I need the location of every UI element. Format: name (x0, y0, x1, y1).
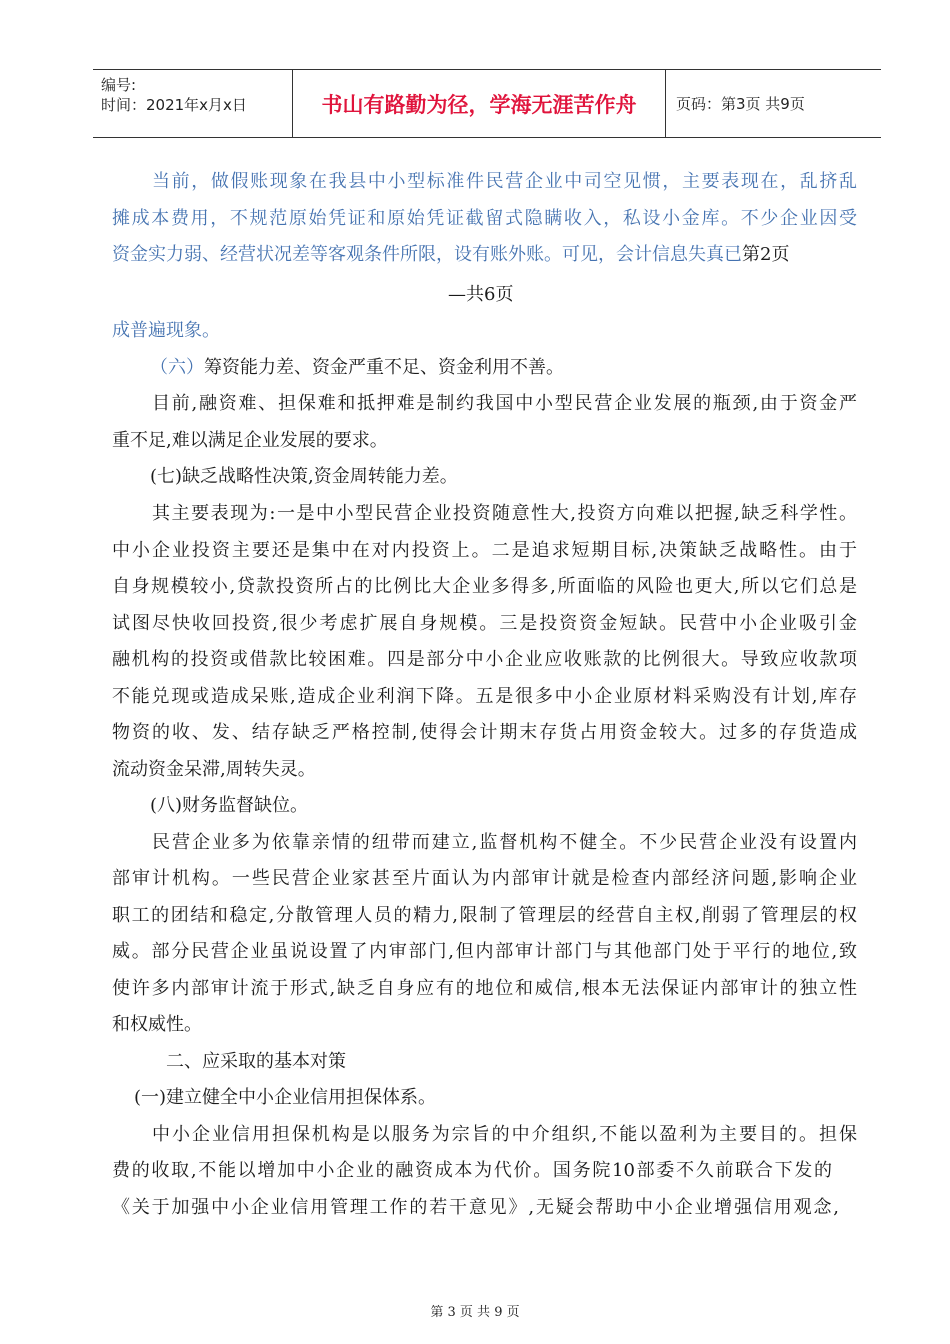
section-number: （六） (150, 357, 204, 378)
paragraph-line: 民营企业多为依靠亲情的纽带而建立,监督机构不健全。不少民营企业没有设置内 (152, 832, 857, 853)
paragraph-line: 融机构的投资或借款比较困难。四是部分中小企业应收账款的比例很大。导致应收款项 (112, 649, 857, 670)
chapter-heading: 二、应采取的基本对策 (166, 1051, 346, 1072)
section-heading-6 (150, 357, 564, 379)
section-heading-7: (七)缺乏战略性决策,资金周转能力差。 (150, 466, 458, 487)
section-heading-1: (一)建立健全中小企业信用担保体系。 (134, 1087, 437, 1108)
paragraph-line: 中小企业投资主要还是集中在对内投资上。二是追求短期目标,决策缺乏战略性。由于 (112, 540, 857, 561)
paragraph-line: 资金实力弱、经营状况差等客观条件所限，设有账外账。可见，会计信息失真已 (112, 244, 742, 265)
paragraph-line: 目前,融资难、担保难和抵押难是制约我国中小型民营企业发展的瓶颈,由于资金严 (152, 393, 857, 414)
paragraph-line: 重不足,难以满足企业发展的要求。 (112, 430, 388, 451)
paragraph-line: 不能兑现或造成呆账,造成企业利润下降。五是很多中小企业原材料采购没有计划,库存 (112, 686, 857, 707)
document-number-label: 编号: (101, 76, 137, 94)
paragraph-line: 摊成本费用，不规范原始凭证和原始凭证截留式隐瞒收入，私设小金库。不少企业因受 (112, 208, 857, 229)
header-page-info (666, 70, 881, 137)
document-header (93, 69, 881, 138)
paragraph-line: 使许多内部审计流于形式,缺乏自身应有的地位和威信,根本无法保证内部审计的独立性 (112, 978, 857, 999)
paragraph-line-split (112, 244, 789, 266)
page-info-text: 页码：第3页 共9页 (676, 95, 805, 113)
section-heading-8: (八)财务监督缺位。 (150, 795, 309, 816)
paragraph-line: 《关于加强中小企业信用管理工作的若干意见》,无疑会帮助中小企业增强信用观念, (112, 1197, 839, 1218)
paragraph-line: 成普遍现象。 (112, 320, 220, 341)
paragraph-line: 和权威性。 (112, 1014, 202, 1035)
section-title: 筹资能力差、资金严重不足、资金利用不善。 (204, 357, 564, 378)
paragraph-line: 费的收取,不能以增加中小企业的融资成本为代价。国务院10部委不久前联合下发的 (112, 1160, 832, 1181)
header-motto: 书山有路勤为径，学海无涯苦作舟 (292, 70, 666, 137)
page-footer: 第 3 页 共 9 页 (430, 1305, 520, 1320)
document-time-label: 时间：2021年x月x日 (101, 96, 247, 114)
page-marker: 第2页 (742, 244, 790, 265)
page-marker-total: —共6页 (448, 284, 514, 305)
paragraph-line: 威。部分民营企业虽说设置了内审部门,但内部审计部门与其他部门处于平行的地位,致 (112, 941, 857, 962)
header-meta (93, 70, 292, 137)
paragraph-line: 当前，做假账现象在我县中小型标准件民营企业中司空见惯，主要表现在，乱挤乱 (152, 171, 857, 192)
paragraph-line: 部审计机构。一些民营企业家甚至片面认为内部审计就是检查内部经济问题,影响企业 (112, 868, 857, 889)
paragraph-line: 流动资金呆滞,周转失灵。 (112, 759, 316, 780)
paragraph-line: 自身规模较小,贷款投资所占的比例比大企业多得多,所面临的风险也更大,所以它们总是 (112, 576, 857, 597)
paragraph-line: 试图尽快收回投资,很少考虑扩展自身规模。三是投资资金短缺。民营中小企业吸引金 (112, 613, 857, 634)
paragraph-line: 其主要表现为:一是中小型民营企业投资随意性大,投资方向难以把握,缺乏科学性。 (152, 503, 857, 524)
paragraph-line: 物资的收、发、结存缺乏严格控制,使得会计期末存货占用资金较大。过多的存货造成 (112, 722, 857, 743)
paragraph-line: 职工的团结和稳定,分散管理人员的精力,限制了管理层的经营自主权,削弱了管理层的权 (112, 905, 857, 926)
paragraph-line: 中小企业信用担保机构是以服务为宗旨的中介组织,不能以盈利为主要目的。担保 (152, 1124, 857, 1145)
